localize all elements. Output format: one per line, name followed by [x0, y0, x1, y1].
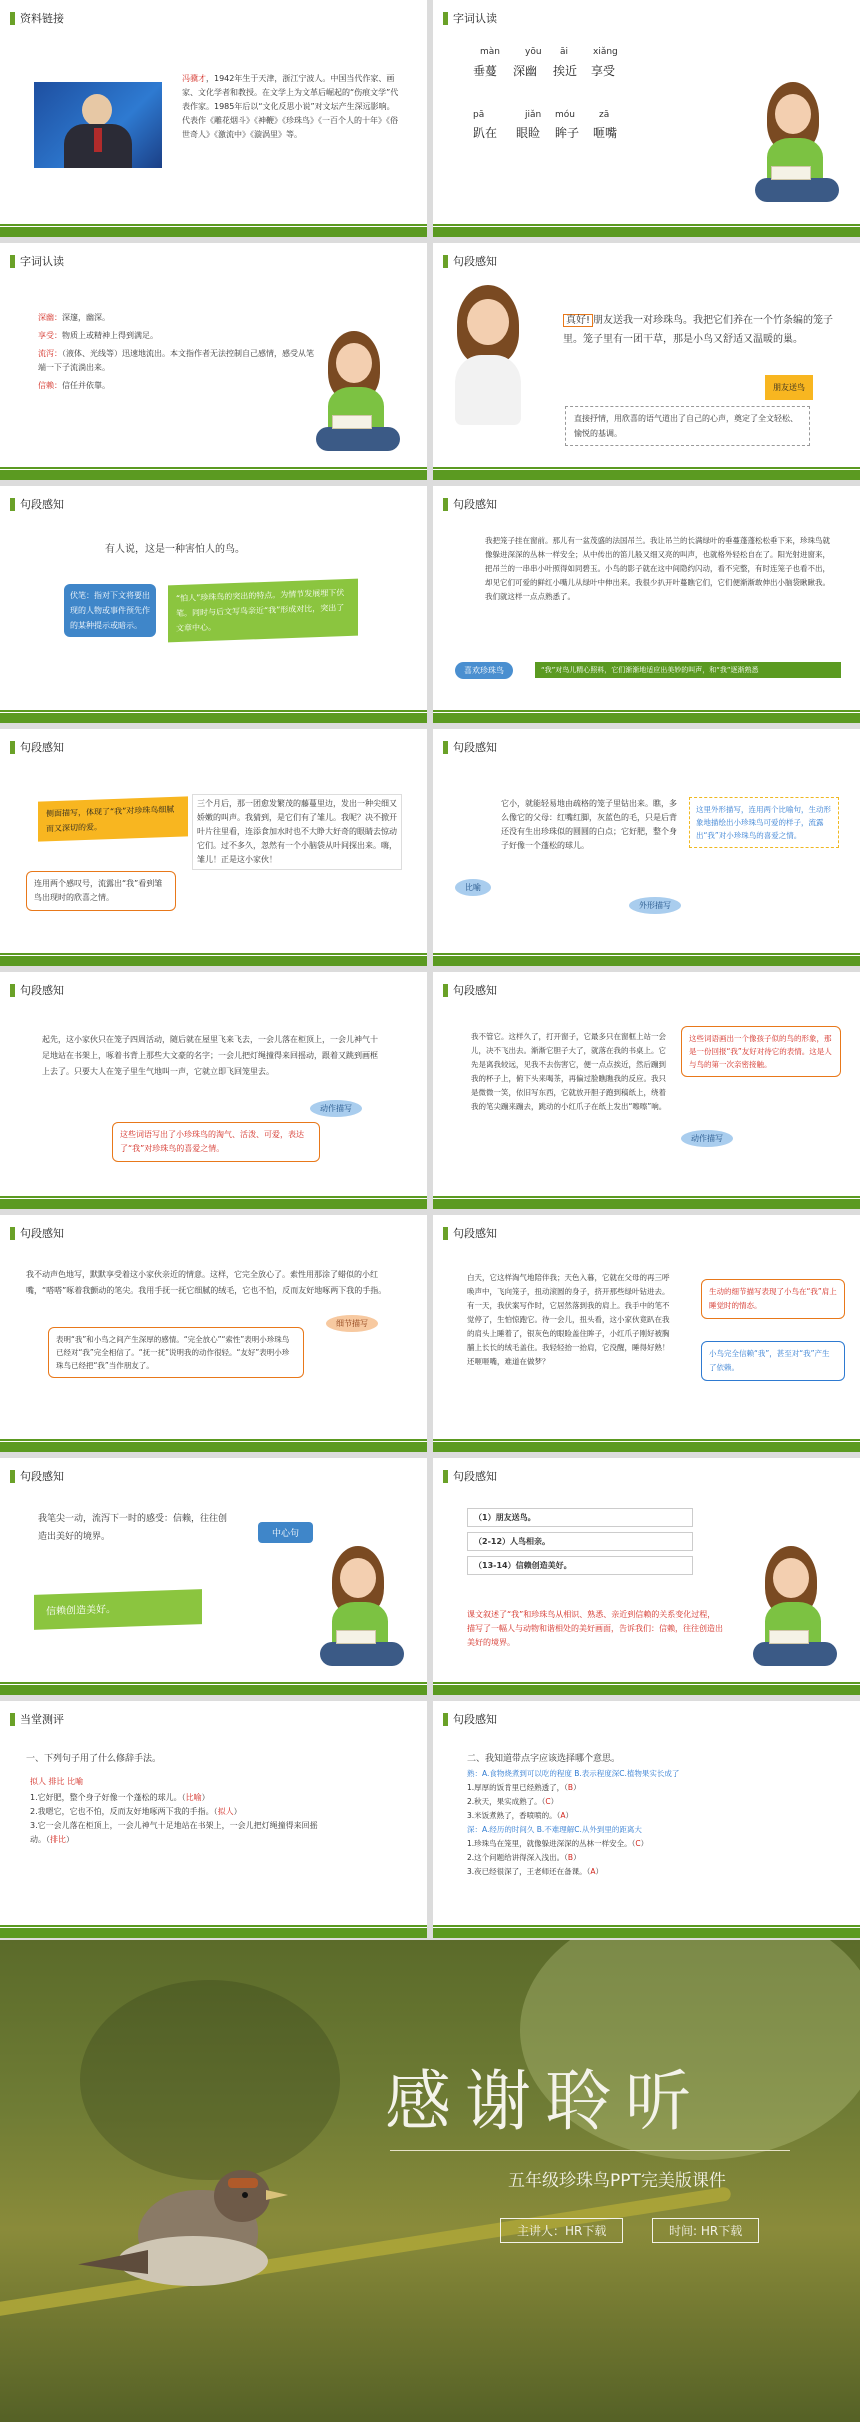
- slide-footer-bar: [433, 227, 860, 237]
- tag-detail: 细节描写: [326, 1315, 378, 1332]
- header-bar: [443, 984, 448, 997]
- header-bar: [10, 255, 15, 268]
- slide-title: 句段感知: [453, 255, 497, 268]
- slide-footer-bar: [433, 956, 860, 966]
- thank-you-slide: [0, 1940, 860, 2422]
- passage-text: 起先，这小家伙只在笼子四周活动，随后就在屋里飞来飞去，一会儿落在柜顶上，一会儿神气十足地站在书架上，啄着书背上那些大文豪的名字；一会儿把灯绳撞得来回摇动，跟着又跳到画框上去了。只要大人在笼子里生气地叫一声，它就立即飞回笼里去。: [42, 1035, 378, 1076]
- slide-bird-play: [0, 972, 427, 1209]
- slide-bird-sleep: [433, 1215, 860, 1452]
- analysis-box: 这里外形描写，连用两个比喻句，生动形象地描绘出小珍珠鸟可爱的样子，流露出“我”对小珍珠鸟的喜爱之情。: [689, 797, 839, 848]
- pinyin: xiǎng: [593, 47, 618, 57]
- analysis-box: 这些词语画出一个像孩子似的鸟的形象，那是一份回报“我”友好对待它的表情。这是人与鸟的第一次亲密接触。: [681, 1026, 841, 1077]
- slide-footer-bar: [433, 1685, 860, 1695]
- slide-footer-bar: [0, 1685, 427, 1695]
- thank-you-title: 感谢聆听: [385, 2063, 705, 2140]
- slide-bird-desk: [433, 972, 860, 1209]
- slide-central-sentence: [0, 1458, 427, 1695]
- vocab-word: 挨近: [553, 64, 578, 78]
- slide-footer-bar: [0, 1442, 427, 1452]
- quiz-item: 1.珍珠鸟在笼里，就像躲进深深的丛林一样安全。（C）: [467, 1839, 649, 1848]
- quiz-item: 1.厚厚的饭肯里已经熟透了，（B）: [467, 1783, 581, 1792]
- slide-vocab-meaning: [0, 243, 427, 480]
- slide-structure-summary: [433, 1458, 860, 1695]
- pinyin: yōu: [525, 47, 542, 57]
- slide-quiz-meaning: [433, 1701, 860, 1938]
- quiz-group-heading: 熟：A.食物烧煮到可以吃的程度 B.表示程度深C.植物果实长成了: [467, 1769, 680, 1778]
- slide-footer-bar: [433, 1928, 860, 1938]
- slide-title: 句段感知: [453, 1227, 497, 1240]
- slide-title: 句段感知: [20, 498, 64, 511]
- slide-header: [10, 496, 64, 512]
- pinyin: āi: [560, 47, 569, 57]
- slide-title: 句段感知: [453, 984, 497, 997]
- author-bio-text: ，1942年生于天津，浙江宁波人。中国当代作家、画家、文化学者和教授。在文学上为文革后崛起的“伤痕文学”代表作家。1985年后以“文化反思小说”对文坛产生深远影响。代表作《雕花烟斗》《神鞭》《珍珠鸟》《一百个人的十年》《俗世奇人》《激流中》《漩涡里》等。: [182, 74, 399, 139]
- passage-text: 白天，它这样淘气地陪伴我；天色入暮，它就在父母的再三呼唤声中，飞向笼子，扭动滚圆的身子，挤开那些绿叶钻进去。有一天，我伏案写作时，它居然落到我的肩上。我手中的笔不觉停了，生怕惊跑它。待一会儿，扭头看，这小家伙竟趴在我的肩头上睡着了，银灰色的眼睑盖住眸子，小红爪子刚好被胸脯上长长的绒毛盖住。我轻轻抬一抬肩，它没醒，睡得好熟！还咂咂嘴，难道在做梦？: [467, 1273, 670, 1366]
- structure-item: （1）朋友送鸟。: [467, 1508, 693, 1527]
- slide-header: [443, 1468, 497, 1484]
- slide-title: 句段感知: [20, 1470, 64, 1483]
- girl-reading-illustration: [749, 1546, 839, 1676]
- slide-header: [443, 739, 497, 755]
- slide-header: [443, 1225, 497, 1241]
- header-bar: [443, 255, 448, 268]
- vocab-word: 趴在: [473, 126, 498, 140]
- quiz-item: 1.它好肥，整个身子好像一个蓬松的球儿。（比喻）: [30, 1793, 210, 1802]
- bird-illustration: [78, 2150, 298, 2330]
- header-bar: [443, 1470, 448, 1483]
- passage-body: 朋友送我一对珍珠鸟。我把它们养在一个竹条编的笼子里。笼子里有一团干草，那是小鸟又舒适又温暖的巢。: [563, 315, 834, 345]
- vocab-word: 深幽: [513, 64, 538, 78]
- slide-header: [10, 253, 64, 269]
- central-sentence: 我笔尖一动，流泻下一时的感受：信赖，往往创造出美好的境界。: [38, 1514, 228, 1542]
- slide-header: [10, 1225, 64, 1241]
- slide-title: 句段感知: [453, 1470, 497, 1483]
- tag-action: 动作描写: [681, 1130, 733, 1147]
- slide-title: 当堂测评: [20, 1713, 64, 1726]
- conclusion-box: 信赖创造美好。: [34, 1589, 202, 1630]
- header-bar: [443, 12, 448, 25]
- slide-title: 句段感知: [453, 498, 497, 511]
- passage-text: 三个月后，那一团愈发繁茂的藤蔓里边，发出一种尖细又娇嫩的叫声。我猜到，是它们有了雏儿。我呢？决不掀开叶片往里看，连添食加水时也不大睁大好奇的眼睛去惊动它们。过不多久，忽然有一个小脑袋从叶间探出来。嗨，雏儿！正是这小家伙！: [192, 794, 402, 870]
- slide-title: 句段感知: [453, 741, 497, 754]
- slide-header: [443, 982, 497, 998]
- header-bar: [10, 1227, 15, 1240]
- tag-metaphor: 比喻: [455, 879, 491, 896]
- tag-action: 动作描写: [310, 1100, 362, 1117]
- slide-cage-window: [433, 486, 860, 723]
- quiz-group-heading: 深：A.经历的时间久 B.不难理解C.从外到里的距离大: [467, 1825, 642, 1834]
- slide-footer-bar: [433, 1442, 860, 1452]
- quiz-item: 3.夜已经很深了，王老师还在备课。（A）: [467, 1867, 604, 1876]
- analysis-box: 这些词语写出了小珍珠鸟的淘气、活泼、可爱，表达了“我”对珍珠鸟的喜爱之情。: [112, 1122, 320, 1162]
- header-bar: [10, 741, 15, 754]
- vocab-word: 眸子: [555, 126, 580, 140]
- slide-footer-bar: [0, 713, 427, 723]
- tag-like-bird: 喜欢珍珠鸟: [455, 662, 513, 679]
- quiz-group: [467, 1767, 827, 1879]
- slide-friend-gift: [433, 243, 860, 480]
- slide-three-months: [0, 729, 427, 966]
- header-bar: [10, 498, 15, 511]
- slide-title: 句段感知: [20, 741, 64, 754]
- analysis-box: 连用两个感叹号，流露出“我”看到雏鸟出现时的欣喜之情。: [26, 871, 176, 911]
- quiz-item: 3.它一会儿落在柜顶上，一会儿神气十足地站在书架上，一会儿把灯绳撞得来回摇动。（排比）: [30, 1821, 318, 1844]
- vocab-def: 流泻：（液体、光线等）迅速地流出。本文指作者无法控制自己感情，感受从笔端一下子流淌出来。: [38, 349, 314, 372]
- girl-reading-illustration: [316, 1546, 406, 1676]
- quiz-item: 2.这个问题给讲得深入浅出。（B）: [467, 1853, 581, 1862]
- girl-reading-illustration: [751, 82, 841, 212]
- slide-header: [443, 496, 497, 512]
- pinyin: pā: [473, 110, 485, 120]
- slide-header: [10, 10, 64, 26]
- slide-chick-appearance: [433, 729, 860, 966]
- passage-text: 我不动声色地写，默默享受着这小家伙亲近的情意。这样，它完全放心了。索性用那涂了蜡似的小红嘴，“嗒嗒”啄着我颤动的笔尖。我用手抚一抚它细腻的绒毛，它也不怕，反而友好地啄两下我的手指。: [26, 1270, 387, 1295]
- time-badge: 时间: HR下载: [652, 2218, 759, 2243]
- structure-item: （2-12）人鸟相亲。: [467, 1532, 693, 1551]
- slide-header: [10, 1711, 64, 1727]
- slide-header: [10, 982, 64, 998]
- quiz-question: 二、我知道带点字应该选择哪个意思。: [467, 1754, 621, 1764]
- slide-title: 句段感知: [20, 1227, 64, 1240]
- quote-text: 有人说，这是一种害怕人的鸟。: [105, 544, 245, 555]
- slide-vocab-pinyin: [433, 0, 860, 237]
- girl-illustration: [447, 285, 531, 435]
- passage-text: 我不管它。这样久了，打开窗子，它最多只在窗框上站一会儿，决不飞出去。渐渐它胆子大了，就落在我的书桌上。它先是离我较远，见我不去伤害它，便一点点挨近，然后蹦到我的杯子上，俯下头来喝茶，再偏过脸瞧瞧我的反应。我只是微微一笑，依旧写东西，它就放开胆子跑到稿纸上，绕着我的笔尖蹦来蹦去，跳动的小红爪子在纸上发出“嚓嚓”响。: [471, 1032, 667, 1111]
- slide-title: 句段感知: [20, 984, 64, 997]
- slide-header: [443, 253, 497, 269]
- slide-header: [443, 10, 497, 26]
- slide-bird-trust: [0, 1215, 427, 1452]
- vocab-word: 享受: [591, 64, 616, 78]
- author-name: 冯骥才: [182, 74, 206, 83]
- header-bar: [443, 498, 448, 511]
- tag-central: 中心句: [258, 1522, 313, 1543]
- title-underline: [390, 2150, 790, 2151]
- subtitle: 五年级珍珠鸟PPT完美版课件: [508, 2171, 726, 2191]
- highlight-word: 真好!: [563, 314, 593, 327]
- slide-title: 句段感知: [453, 1713, 497, 1726]
- header-bar: [10, 1713, 15, 1726]
- vocab-def-list: [38, 311, 318, 393]
- header-bar: [443, 1227, 448, 1240]
- quiz-item: 3.米饭煮熟了，香喷喷的。（A）: [467, 1811, 574, 1820]
- analysis-box: 生动的细节描写表现了小鸟在“我”肩上睡觉时的情态。: [701, 1279, 845, 1319]
- summary-text: 课文叙述了“我”和珍珠鸟从相识、熟悉、亲近到信赖的关系变化过程，描写了一幅人与动物和谐相处的美好画面，告诉我们：信赖，往往创造出美好的境界。: [467, 1610, 723, 1647]
- tag-friend-gift: 朋友送鸟: [765, 375, 813, 400]
- vocab-def: 享受：物质上或精神上得到满足。: [38, 331, 158, 340]
- slide-footer-bar: [0, 1928, 427, 1938]
- slide-footer-bar: [0, 470, 427, 480]
- slide-quiz-rhetoric: [0, 1701, 427, 1938]
- girl-reading-illustration: [312, 331, 402, 461]
- pinyin: jiǎn: [525, 110, 542, 120]
- header-bar: [443, 741, 448, 754]
- header-bar: [443, 1713, 448, 1726]
- slide-header: [10, 739, 64, 755]
- summary-bar: “我”对鸟儿精心照料，它们渐渐地适应出美妙的叫声，和“我”逐渐熟悉: [535, 662, 841, 678]
- slide-footer-bar: [433, 713, 860, 723]
- header-bar: [10, 984, 15, 997]
- slide-title: 字词认读: [20, 255, 64, 268]
- slide-footer-bar: [0, 227, 427, 237]
- vocab-word: 咂嘴: [593, 126, 618, 140]
- quiz-item: 2.我嗯它，它也不怕，反而友好地啄两下我的手指。（拟人）: [30, 1807, 242, 1816]
- slide-author-info: [0, 0, 427, 237]
- analysis-box: 表明“我”和小鸟之间产生深厚的感情。“完全放心”“索性”表明小珍珠鸟已经对“我”完全相信了。“抚一抚”说明我的动作很轻。“友好”表明小珍珠鸟已经把“我”当作朋友了。: [48, 1327, 304, 1378]
- analysis-box: “怕人”珍珠鸟的突出的特点。为情节发展埋下伏笔。同时与后文写鸟亲近“我”形成对比，突出了文章中心。: [168, 579, 358, 643]
- slide-footer-bar: [0, 956, 427, 966]
- passage-text: [563, 311, 838, 349]
- slide-header: [443, 1711, 497, 1727]
- side-description-box: 侧面描写，体现了“我”对珍珠鸟细腻而又深切的爱。: [38, 796, 188, 841]
- quiz-question: 一、下列句子用了什么修辞手法。: [26, 1754, 162, 1764]
- slide-fearful-bird: [0, 486, 427, 723]
- header-bar: [10, 1470, 15, 1483]
- slide-footer-bar: [433, 470, 860, 480]
- analysis-note: 直接抒情，用欣喜的语气道出了自己的心声，奠定了全文轻松、愉悦的基调。: [565, 406, 810, 446]
- structure-item: （13-14）信赖创造美好。: [467, 1556, 693, 1575]
- speaker-badge: 主讲人：HR下载: [500, 2218, 623, 2243]
- vocab-word: 垂蔓: [473, 64, 498, 78]
- passage-text: 它小，就能轻易地由疏格的笼子里钻出来。瞧，多么像它的父母：红嘴红脚，灰蓝色的毛，只是后背还没有生出珍珠似的圆圆的白点；它好肥，整个身子好像一个蓬松的球儿。: [501, 799, 677, 850]
- quiz-options: 拟人 排比 比喻: [30, 1777, 84, 1786]
- header-bar: [10, 12, 15, 25]
- slide-footer-bar: [433, 1199, 860, 1209]
- foreshadow-box: 伏笔：指对下文将要出现的人物或事件预先作的某种提示或暗示。: [64, 584, 156, 637]
- pinyin: zā: [599, 110, 610, 120]
- analysis-box-blue: 小鸟完全信赖“我”，甚至对“我”产生了依赖。: [701, 1341, 845, 1381]
- slide-header: [10, 1468, 64, 1484]
- quiz-items: [30, 1791, 370, 1847]
- pinyin: móu: [555, 110, 575, 120]
- slide-title: 字词认读: [453, 12, 497, 25]
- passage-text: 我把笼子挂在窗前。那儿有一盆茂盛的法国吊兰。我让吊兰的长满绿叶的垂蔓蓬蓬松松垂下来，珍珠鸟就像躲进深深的丛林一样安全；从中传出的笛儿般又细又亮的叫声，也就格外轻松自在了。阳光射进窗来，把吊兰的一串串小叶照得如同碧玉。小鸟的影子就在这中间隐约闪动，看不完整，有时连笼子也看不出，却见它们可爱的鲜红小嘴儿从绿叶中伸出来。我很少扒开叶蔓瞧它们，它们便渐渐敢伸出小脑袋瞅瞅我。我们就这样一点点熟悉了。: [485, 536, 830, 601]
- quiz-item: 2.秋天，果实成熟了。（C）: [467, 1797, 559, 1806]
- author-bio: [182, 72, 402, 142]
- slide-title: 资料链接: [20, 12, 64, 25]
- slide-footer-bar: [0, 1199, 427, 1209]
- author-photo: [34, 82, 162, 168]
- tag-appearance: 外形描写: [629, 897, 681, 914]
- pinyin: màn: [480, 47, 500, 57]
- vocab-def: 深幽：深邃，幽深。: [38, 313, 110, 322]
- vocab-def: 信赖：信任并依靠。: [38, 381, 110, 390]
- vocab-word: 眼睑: [516, 126, 541, 140]
